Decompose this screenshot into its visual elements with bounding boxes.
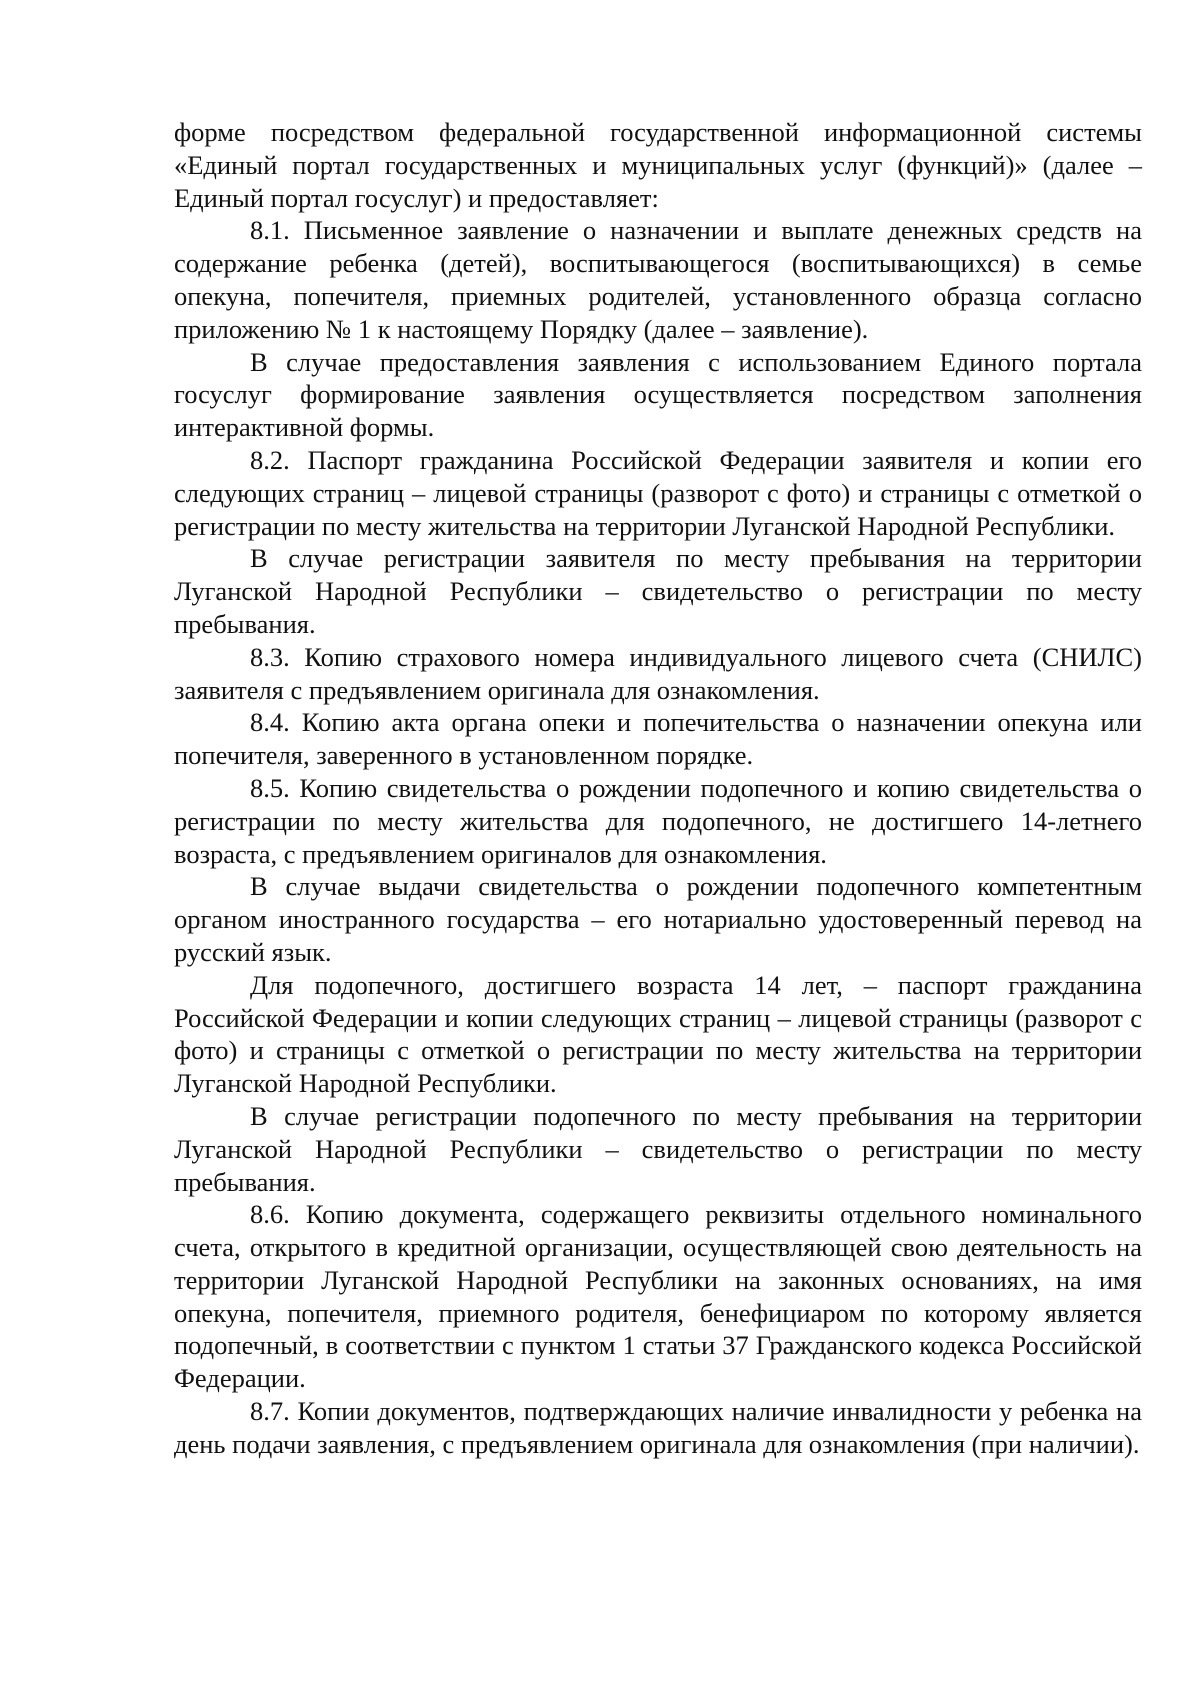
paragraph-8-4: 8.4. Копию акта органа опеки и попечительства о назначении опекуна или попечителя, заверенного в установленном порядке. (174, 707, 1142, 771)
paragraph-8-5-ward-registration: В случае регистрации подопечного по месту пребывания на территории Луганской Народной Республики – свидетельство о регистрации по месту пребывания. (174, 1100, 1142, 1197)
paragraph-8-5: 8.5. Копию свидетельства о рождении подопечного и копию свидетельства о регистрации по месту жительства для подопечного, не достигшего 14-летнего возраста, с предъявлением оригиналов для ознакомления. (174, 772, 1142, 869)
paragraph-intro: форме посредством федеральной государственной информационной системы «Единый портал государственных и муниципальных услуг (функций)» (далее – Единый портал госуслуг) и предоставляет: (174, 117, 1142, 213)
paragraph-8-7: 8.7. Копии документов, подтверждающих наличие инвалидности у ребенка на день подачи заявления, с предъявлением оригинала для ознакомления (при наличии). (174, 1396, 1142, 1459)
paragraph-8-6: 8.6. Копию документа, содержащего реквизиты отдельного номинального счета, открытого в кредитной организации, осуществляющей свою деятельность на территории Луганской Народной Республики на законных основаниях, на имя опекуна, попечителя, приемного родителя, бенефициаром по которому является подопечный, в соответствии с пунктом 1 статьи 37 Гражданского кодекса Российской Федерации. (174, 1199, 1142, 1394)
paragraph-8-1: 8.1. Письменное заявление о назначении и выплате денежных средств на содержание ребенка (детей), воспитывающегося (воспитывающихся) в семье опекуна, попечителя, приемных родителей, установленного образца согласно приложению № 1 к настоящему Порядку (далее – заявление). (174, 215, 1142, 344)
document-page (174, 116, 1142, 1461)
paragraph-8-3: 8.3. Копию страхового номера индивидуального лицевого счета (СНИЛС) заявителя с предъявлением оригинала для ознакомления. (174, 641, 1142, 705)
paragraph-8-2-temporary-registration: В случае регистрации заявителя по месту пребывания на территории Луганской Народной Республики – свидетельство о регистрации по месту пребывания. (174, 543, 1142, 639)
paragraph-8-1-portal: В случае предоставления заявления с использованием Единого портала госуслуг формирование заявления осуществляется посредством заполнения интерактивной формы. (174, 346, 1142, 443)
paragraph-8-5-foreign-certificate: В случае выдачи свидетельства о рождении подопечного компетентным органом иностранного государства – его нотариально удостоверенный перевод на русский язык. (174, 871, 1142, 967)
paragraph-8-5-passport-14: Для подопечного, достигшего возраста 14 лет, – паспорт гражданина Российской Федерации и копии следующих страниц – лицевой страницы (разворот с фото) и страницы с отметкой о регистрации по месту жительства на территории Луганской Народной Республики. (174, 969, 1142, 1099)
paragraph-8-2: 8.2. Паспорт гражданина Российской Федерации заявителя и копии его следующих страниц – лицевой страницы (разворот с фото) и страницы с отметкой о регистрации по месту жительства на территории Луганской Народной Республики. (174, 444, 1142, 541)
